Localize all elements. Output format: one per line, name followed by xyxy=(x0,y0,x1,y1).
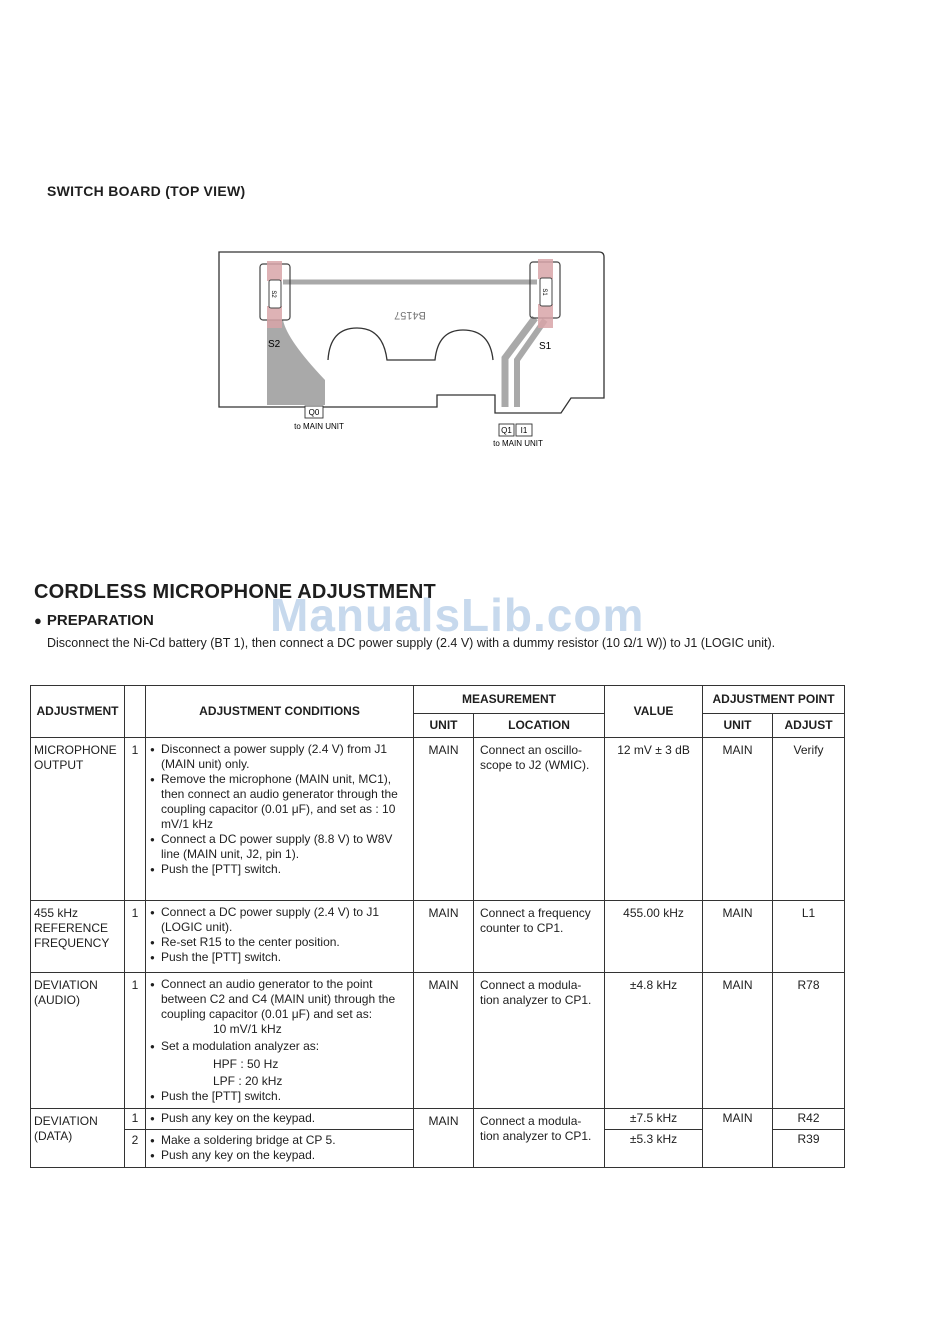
header-unit: UNIT xyxy=(414,714,474,738)
row-value: 455.00 kHz xyxy=(605,901,703,973)
condition-item: ● Remove the microphone (MAIN unit, MC1), then connect an audio generator through the coupling capacitor (0.01 μF), and set as : 10 mV/1 kHz xyxy=(150,772,409,832)
table-row xyxy=(31,1109,845,1130)
condition-item: ● Push the [PTT] switch. xyxy=(150,862,409,877)
pcb-marking: B4157 xyxy=(394,309,426,321)
row-name: DEVIATION (DATA) xyxy=(31,1109,125,1168)
s1-label: S1 xyxy=(539,341,552,352)
condition-text: Connect an audio generator to the point between C2 and C4 (MAIN unit) through the coupling capacitor (0.01 μF) and set as: xyxy=(161,977,396,1021)
header-adjustment: ADJUSTMENT xyxy=(31,686,125,738)
header-location: LOCATION xyxy=(474,714,605,738)
condition-hpf: HPF : 50 Hz xyxy=(213,1057,279,1071)
row-conditions xyxy=(146,1109,414,1130)
header-conditions: ADJUSTMENT CONDITIONS xyxy=(146,686,414,738)
row-ap-adjust: R39 xyxy=(773,1130,845,1168)
header-measurement: MEASUREMENT xyxy=(414,686,605,714)
row-value: ±5.3 kHz xyxy=(605,1130,703,1168)
table-row xyxy=(31,973,845,1109)
row-value: ±7.5 kHz xyxy=(605,1109,703,1130)
s2-pad-bottom xyxy=(267,306,282,328)
row-location: Connect an oscillo-scope to J2 (WMIC). xyxy=(474,738,605,901)
row-ap-unit: MAIN xyxy=(703,973,773,1109)
row-step: 1 xyxy=(125,901,146,973)
table-row xyxy=(31,901,845,973)
row-conditions xyxy=(146,1130,414,1168)
row-value: ±4.8 kHz xyxy=(605,973,703,1109)
condition-item: ● Re-set R15 to the center position. xyxy=(150,935,409,950)
preparation-text: Disconnect the Ni-Cd battery (BT 1), then connect a DC power supply (2.4 V) with a dummy resistor (10 Ω/1 W)) to J1 (LOGIC unit). xyxy=(47,636,776,650)
watermark: ManualsLib.com xyxy=(270,589,645,641)
row-ap-unit: MAIN xyxy=(703,738,773,901)
condition-item: ● Connect a DC power supply (2.4 V) to J1 (LOGIC unit). xyxy=(150,905,409,935)
header-value: VALUE xyxy=(605,686,703,738)
header-adjustment-point: ADJUSTMENT POINT xyxy=(703,686,845,714)
condition-item: ● Push the [PTT] switch. xyxy=(150,1089,409,1104)
row-ap-adjust: L1 xyxy=(773,901,845,973)
row-ap-adjust: R42 xyxy=(773,1109,845,1130)
row-conditions xyxy=(146,973,414,1109)
row-conditions xyxy=(146,738,414,901)
s1-pad-bottom xyxy=(538,304,553,328)
row-value: 12 mV ± 3 dB xyxy=(605,738,703,901)
row-name: DEVIATION (AUDIO) xyxy=(31,973,125,1109)
row-step: 1 xyxy=(125,738,146,901)
preparation-title: PREPARATION xyxy=(46,612,154,629)
header-step xyxy=(125,686,146,738)
row-step: 1 xyxy=(125,973,146,1109)
condition-item: ● Make a soldering bridge at CP 5. xyxy=(150,1133,409,1148)
condition-item xyxy=(150,977,409,1037)
preparation-heading xyxy=(34,612,154,629)
section-title: CORDLESS MICROPHONE ADJUSTMENT xyxy=(34,581,436,603)
condition-value: 10 mV/1 kHz xyxy=(213,1022,282,1036)
to-main-unit-right: to MAIN UNIT xyxy=(493,439,543,448)
switch-board-diagram xyxy=(205,240,625,460)
row-ap-adjust: R78 xyxy=(773,973,845,1109)
row-name: 455 kHz REFERENCE FREQUENCY xyxy=(31,901,125,973)
header-ap-adjust: ADJUST xyxy=(773,714,845,738)
row-name: MICROPHONE OUTPUT xyxy=(31,738,125,901)
row-ap-unit: MAIN xyxy=(703,1109,773,1168)
condition-item: ● Connect a DC power supply (8.8 V) to W8V line (MAIN unit, J2, pin 1). xyxy=(150,832,409,862)
switch-board-title: SWITCH BOARD (TOP VIEW) xyxy=(47,183,246,199)
condition-item: ● Push the [PTT] switch. xyxy=(150,950,409,965)
row-conditions xyxy=(146,901,414,973)
row-location: Connect a modula-tion analyzer to CP1. xyxy=(474,973,605,1109)
row-unit: MAIN xyxy=(414,901,474,973)
row-location: Connect a frequency counter to CP1. xyxy=(474,901,605,973)
header-ap-unit: UNIT xyxy=(703,714,773,738)
row-step: 2 xyxy=(125,1130,146,1168)
row-unit: MAIN xyxy=(414,738,474,901)
to-main-unit-left: to MAIN UNIT xyxy=(294,422,344,431)
row-unit: MAIN xyxy=(414,1109,474,1168)
s2-label: S2 xyxy=(268,339,281,350)
adjustment-table xyxy=(30,685,845,1168)
condition-item: ● Disconnect a power supply (2.4 V) from J1 (MAIN unit) only. xyxy=(150,742,409,772)
s1-part-marking: S1 xyxy=(541,288,547,296)
s2-pad-top xyxy=(267,261,282,281)
row-ap-adjust: Verify xyxy=(773,738,845,901)
s1-pad-top xyxy=(538,259,553,279)
row-location: Connect a modula-tion analyzer to CP1. xyxy=(474,1109,605,1168)
condition-lpf: LPF : 20 kHz xyxy=(213,1074,283,1088)
q0-label: Q0 xyxy=(308,408,320,417)
condition-item: ● Push any key on the keypad. xyxy=(150,1111,409,1126)
q1-label: Q1 xyxy=(501,426,512,435)
i1-label: I1 xyxy=(520,426,528,435)
row-unit: MAIN xyxy=(414,973,474,1109)
row-ap-unit: MAIN xyxy=(703,901,773,973)
s2-part-marking: S2 xyxy=(270,290,276,298)
condition-item xyxy=(150,1039,409,1089)
row-step: 1 xyxy=(125,1109,146,1130)
condition-item: ● Push any key on the keypad. xyxy=(150,1148,409,1163)
table-row xyxy=(31,738,845,901)
condition-text: Set a modulation analyzer as: xyxy=(161,1039,320,1053)
bullet-icon: ● xyxy=(34,613,42,628)
